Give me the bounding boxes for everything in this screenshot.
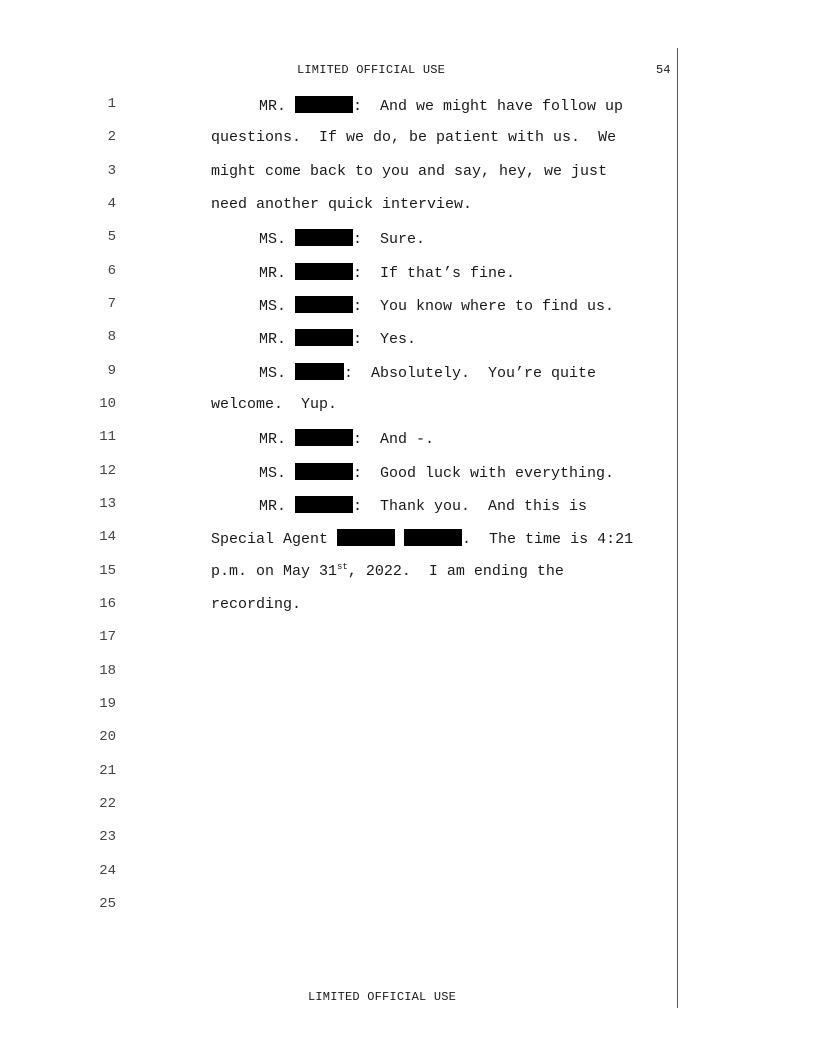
line-number: 22 (99, 796, 116, 812)
redaction-block (295, 463, 353, 480)
line-number: 17 (99, 629, 116, 645)
redaction-block (404, 529, 462, 546)
spoken-text: : Thank you. And this is (353, 498, 588, 515)
line-number: 6 (107, 263, 116, 279)
line-number: 5 (107, 229, 116, 245)
speaker-title: MR. (259, 498, 296, 515)
transcript-line (0, 296, 676, 329)
redaction-block (295, 429, 353, 446)
line-text (259, 463, 614, 482)
spoken-text: , 2022. I am ending the (347, 563, 564, 580)
speaker-title: MR. (259, 265, 296, 282)
spoken-text: : You know where to find us. (353, 298, 615, 315)
line-number: 8 (107, 329, 116, 345)
spoken-text: : And -. (353, 431, 435, 448)
transcript-line (0, 496, 676, 529)
transcript-line (0, 529, 676, 562)
line-text (211, 563, 564, 580)
transcript-line (0, 129, 676, 162)
transcript-line (0, 829, 676, 862)
line-number: 16 (99, 596, 116, 612)
spoken-text: p.m. on May 31 (211, 563, 338, 580)
line-text (211, 529, 633, 548)
speaker-title: MS. (259, 365, 296, 382)
transcript-line (0, 263, 676, 296)
line-text (259, 496, 587, 515)
spoken-text (395, 531, 404, 548)
redaction-block (337, 529, 395, 546)
transcript-line (0, 563, 676, 596)
redaction-block (295, 496, 353, 513)
line-text (259, 363, 596, 382)
transcript-line (0, 863, 676, 896)
transcript-line (0, 729, 676, 762)
line-text (259, 229, 425, 248)
right-margin-rule (677, 48, 678, 1008)
transcript-line (0, 429, 676, 462)
transcript-line (0, 363, 676, 396)
line-number: 20 (99, 729, 116, 745)
transcript-line (0, 96, 676, 129)
line-number: 4 (107, 196, 116, 212)
header-marking: LIMITED OFFICIAL USE (297, 63, 446, 77)
line-number: 3 (107, 163, 116, 179)
spoken-text: : Absolutely. You’re quite (344, 365, 597, 382)
line-number: 24 (99, 863, 116, 879)
spoken-text: : And we might have follow up (353, 98, 624, 115)
ordinal-suffix: st (337, 562, 348, 572)
line-number: 23 (99, 829, 116, 845)
speaker-title: MR. (259, 98, 296, 115)
line-text: need another quick interview. (211, 196, 473, 213)
line-number: 11 (99, 429, 116, 445)
transcript-line (0, 463, 676, 496)
speaker-title: MS. (259, 231, 296, 248)
transcript-line (0, 196, 676, 229)
redaction-block (295, 329, 353, 346)
line-text (259, 96, 623, 115)
line-number: 18 (99, 663, 116, 679)
line-text: welcome. Yup. (211, 396, 338, 413)
transcript-line (0, 896, 676, 929)
transcript-line (0, 763, 676, 796)
transcript-line (0, 396, 676, 429)
line-number: 19 (99, 696, 116, 712)
line-number: 14 (99, 529, 116, 545)
redaction-block (295, 96, 353, 113)
spoken-text: : If that’s fine. (353, 265, 516, 282)
footer-marking: LIMITED OFFICIAL USE (308, 990, 457, 1004)
transcript-line (0, 696, 676, 729)
spoken-text: : Yes. (353, 331, 417, 348)
line-text: might come back to you and say, hey, we just (211, 163, 608, 180)
page-number: 54 (656, 63, 671, 77)
spoken-text: : Good luck with everything. (353, 465, 615, 482)
transcript-line (0, 229, 676, 262)
line-text (259, 429, 434, 448)
spoken-text: : Sure. (353, 231, 426, 248)
speaker-title: MS. (259, 465, 296, 482)
line-number: 9 (107, 363, 116, 379)
redaction-block (295, 296, 353, 313)
transcript-line (0, 663, 676, 696)
transcript-line (0, 629, 676, 662)
line-number: 21 (99, 763, 116, 779)
line-number: 25 (99, 896, 116, 912)
line-text: recording. (211, 596, 302, 613)
transcript-line (0, 596, 676, 629)
spoken-text: Special Agent (211, 531, 338, 548)
redaction-block (295, 263, 353, 280)
speaker-title: MR. (259, 431, 296, 448)
spoken-text: . The time is 4:21 (462, 531, 634, 548)
line-number: 15 (99, 563, 116, 579)
speaker-title: MS. (259, 298, 296, 315)
line-number: 12 (99, 463, 116, 479)
line-text (259, 296, 614, 315)
line-number: 1 (107, 96, 116, 112)
line-text (259, 329, 416, 348)
transcript-line (0, 796, 676, 829)
transcript-line (0, 163, 676, 196)
redaction-block (295, 363, 344, 380)
redaction-block (295, 229, 353, 246)
line-number: 2 (107, 129, 116, 145)
line-number: 10 (99, 396, 116, 412)
line-text (259, 263, 515, 282)
line-number: 13 (99, 496, 116, 512)
transcript-line (0, 329, 676, 362)
line-number: 7 (107, 296, 116, 312)
line-text: questions. If we do, be patient with us. We (211, 129, 617, 146)
speaker-title: MR. (259, 331, 296, 348)
